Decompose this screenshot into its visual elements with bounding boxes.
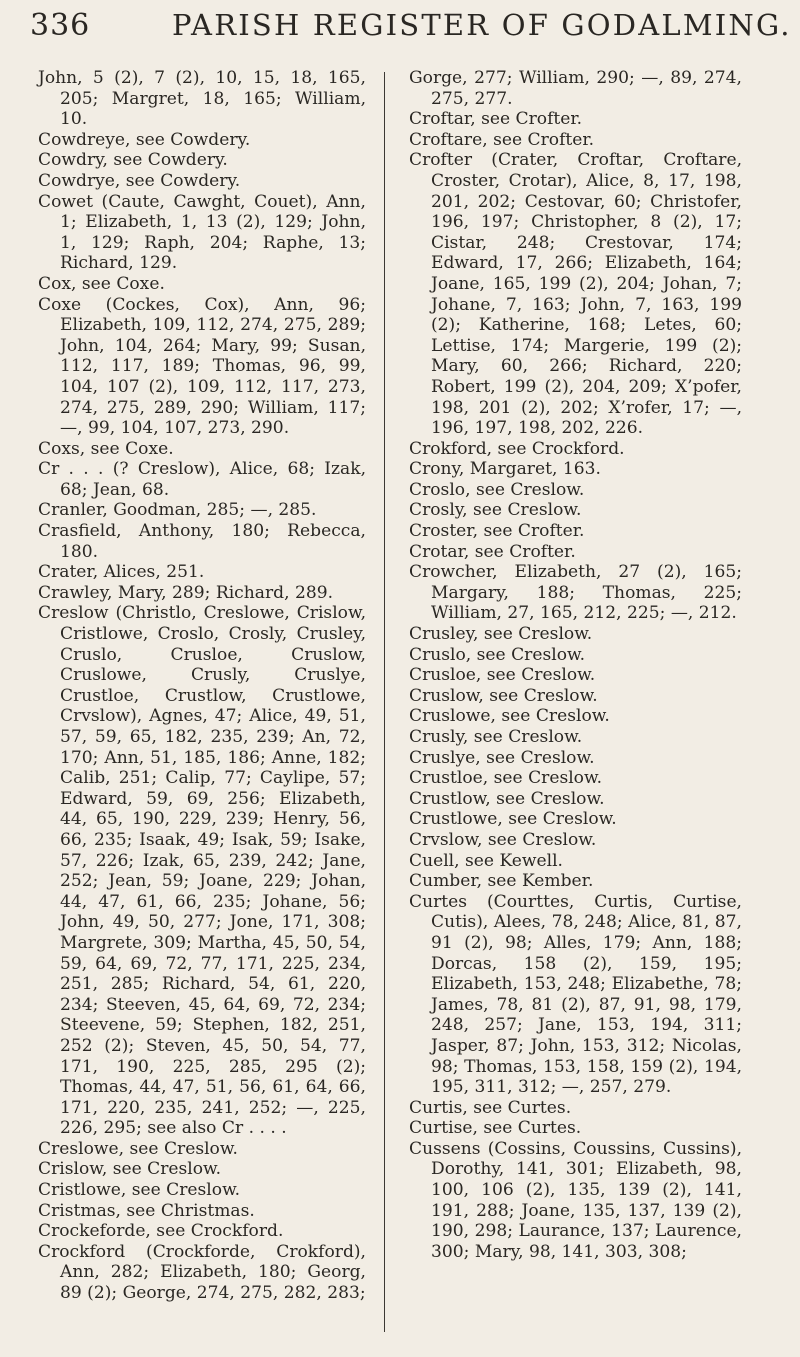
index-entry: Creslowe, see Creslow. (38, 1138, 238, 1159)
index-entry: Croftar, see Crofter. (409, 109, 583, 130)
index-entry: Crvslow, see Creslow. (409, 829, 597, 850)
index-entry: Cuell, see Kewell. (409, 850, 563, 871)
index-column-right (409, 68, 742, 1262)
index-entry: Curtes (Courttes, Curtis, Curtise, Cutis), Alees, 78, 248; Alice, 81, 87, 91 (2), 98; Alles, 179; Ann, 188; Dorcas, 158 (2), 159, 195; Elizabeth, 153, 248; Elizabethe, 78; James, 78, 81 (2), 87, 91, 98, 179, 248, 257; Jane, 153, 194, 311; Jasper, 87; John, 153, 312; Nicolas, 98; Thomas, 153, 158, 159 (2), 194, 195, 311, 312; —, 257, 279. (409, 891, 742, 1098)
index-entry: Crusloe, see Creslow. (409, 665, 596, 686)
index-entry: Crater, Alices, 251. (38, 562, 205, 583)
index-entry: Cruslye, see Creslow. (409, 747, 595, 768)
index-entry: Crusley, see Creslow. (409, 624, 593, 645)
index-entry: Crony, Margaret, 163. (409, 459, 601, 480)
index-entry: Cranler, Goodman, 285; —, 285. (38, 500, 317, 521)
index-entry: Crustloe, see Creslow. (409, 768, 603, 789)
index-entry: Crockford (Crockforde, Crokford), Ann, 282; Elizabeth, 180; Georg, 89 (2); George, 274, 275, 282, 283; (38, 1241, 366, 1304)
index-entry: Cristlowe, see Creslow. (38, 1180, 241, 1201)
index-entry: Crustlow, see Creslow. (409, 788, 605, 809)
index-entry: Crokford, see Crockford. (409, 438, 625, 459)
index-entry: Cowdreye, see Cowdery. (38, 129, 251, 150)
index-entry: Cussens (Cossins, Coussins, Cussins), Dorothy, 141, 301; Elizabeth, 98, 100, 106 (2), 135, 139 (2), 141, 191, 288; Joane, 135, 137, 139 (2), 190, 298; Laurance, 137; Laurence, 300; Mary, 98, 141, 303, 308; (409, 1138, 742, 1262)
index-entry: Crustlowe, see Creslow. (409, 809, 617, 830)
index-entry: John, 5 (2), 7 (2), 10, 15, 18, 165, 205; Margret, 18, 165; William, 10. (38, 68, 366, 130)
index-entry: Cowdrye, see Cowdery. (38, 170, 241, 191)
index-entry: Coxs, see Coxe. (38, 438, 174, 459)
index-entry: Creslow (Christlo, Creslowe, Crislow, Cristlowe, Croslo, Crosly, Crusley, Cruslo, Crusloe, Cruslow, Cruslowe, Crusly, Cruslye, Crustloe, Crustlow, Crustlowe, Crvslow), Agnes, 47; Alice, 49, 51, 57, 59, 65, 182, 235, 239; An, 72, 170; Ann, 51, 185, 186; Anne, 182; Calib, 251; Calip, 77; Caylipe, 57; Edward, 59, 69, 256; Elizabeth, 44, 65, 190, 229, 239; Henry, 56, 66, 235; Isaak, 49; Isak, 59; Isake, 57, 226; Izak, 65, 239, 242; Jane, 252; Jean, 59; Joane, 229; Johan, 44, 47, 61, 66, 235; Johane, 56; John, 49, 50, 277; Jone, 171, 308; Margrete, 309; Martha, 45, 50, 54, 59, 64, 69, 72, 77, 171, 225, 234, 251, 285; Richard, 54, 61, 220, 234; Steeven, 45, 64, 69, 72, 234; Steevene, 59; Stephen, 182, 251, 252 (2); Steven, 45, 50, 54, 77, 171, 190, 225, 285, 295 (2); Thomas, 44, 47, 51, 56, 61, 64, 66, 171, 220, 235, 241, 252; —, 225, 226, 295; see also Cr . . . . (38, 603, 366, 1139)
index-entry: Coxe (Cockes, Cox), Ann, 96; Elizabeth, 109, 112, 274, 275, 289; John, 104, 264; Mary, 99; Susan, 112, 117, 189; Thomas, 96, 99, 104, 107 (2), 109, 112, 117, 273, 274, 275, 289, 290; William, 117; —, 99, 104, 107, 273, 290. (38, 294, 366, 439)
index-entry: Cowdry, see Cowdery. (38, 150, 228, 171)
index-entry: Curtis, see Curtes. (409, 1097, 572, 1118)
index-entry: Crockeforde, see Crockford. (38, 1221, 284, 1242)
index-entry: Croslo, see Creslow. (409, 479, 585, 500)
index-entry: Cox, see Coxe. (38, 273, 165, 294)
index-entry: Cowet (Caute, Cawght, Couet), Ann, 1; Elizabeth, 1, 13 (2), 129; John, 1, 129; Raph, 204; Raphe, 13; Richard, 129. (38, 191, 366, 274)
index-entry: Cruslo, see Creslow. (409, 644, 586, 665)
page-header (28, 0, 792, 64)
index-entry: Crawley, Mary, 289; Richard, 289. (38, 582, 333, 603)
index-entry: Croster, see Crofter. (409, 521, 585, 542)
index-entry: Curtise, see Curtes. (409, 1118, 582, 1139)
column-divider (384, 72, 385, 1332)
index-entry: Cruslowe, see Creslow. (409, 706, 610, 727)
index-entry: Crislow, see Creslow. (38, 1159, 222, 1180)
index-entry: Cumber, see Kember. (409, 871, 594, 892)
running-head-title: PARISH REGISTER OF GODALMING. (172, 8, 792, 42)
index-entry: Crosly, see Creslow. (409, 500, 582, 521)
index-entry: Crotar, see Crofter. (409, 541, 576, 562)
index-entry: Crasfield, Anthony, 180; Rebecca, 180. (38, 521, 366, 562)
index-entry: Crofter (Crater, Croftar, Croftare, Croster, Crotar), Alice, 8, 17, 198, 201, 202; Cestovar, 60; Christofer, 196, 197; Christopher, 8 (2), 17; Cistar, 248; Crestovar, 174; Edward, 17, 266; Elizabeth, 164; Joane, 165, 199 (2), 204; Johan, 7; Johane, 7, 163; John, 7, 163, 199 (2); Katherine, 168; Letes, 60; Lettise, 174; Margerie, 199 (2); Mary, 60, 266; Richard, 220; Robert, 199 (2), 204, 209; X’pofer, 198, 201 (2), 202; X’rofer, 17; —, 196, 197, 198, 202, 226. (409, 150, 742, 439)
index-entry: Crusly, see Creslow. (409, 727, 583, 747)
index-entry: Crowcher, Elizabeth, 27 (2), 165; Margary, 188; Thomas, 225; William, 27, 165, 212, 225; —, 212. (409, 562, 742, 624)
index-entry: Cruslow, see Creslow. (409, 685, 598, 706)
page-number: 336 (30, 8, 91, 43)
index-entry: Cr . . . (? Creslow), Alice, 68; Izak, 68; Jean, 68. (38, 459, 366, 500)
index-entry: Gorge, 277; William, 290; —, 89, 274, 275, 277. (409, 68, 742, 109)
index-entry: Cristmas, see Christmas. (38, 1200, 255, 1221)
index-entry: Croftare, see Crofter. (409, 129, 595, 150)
index-column-left (38, 68, 366, 1304)
